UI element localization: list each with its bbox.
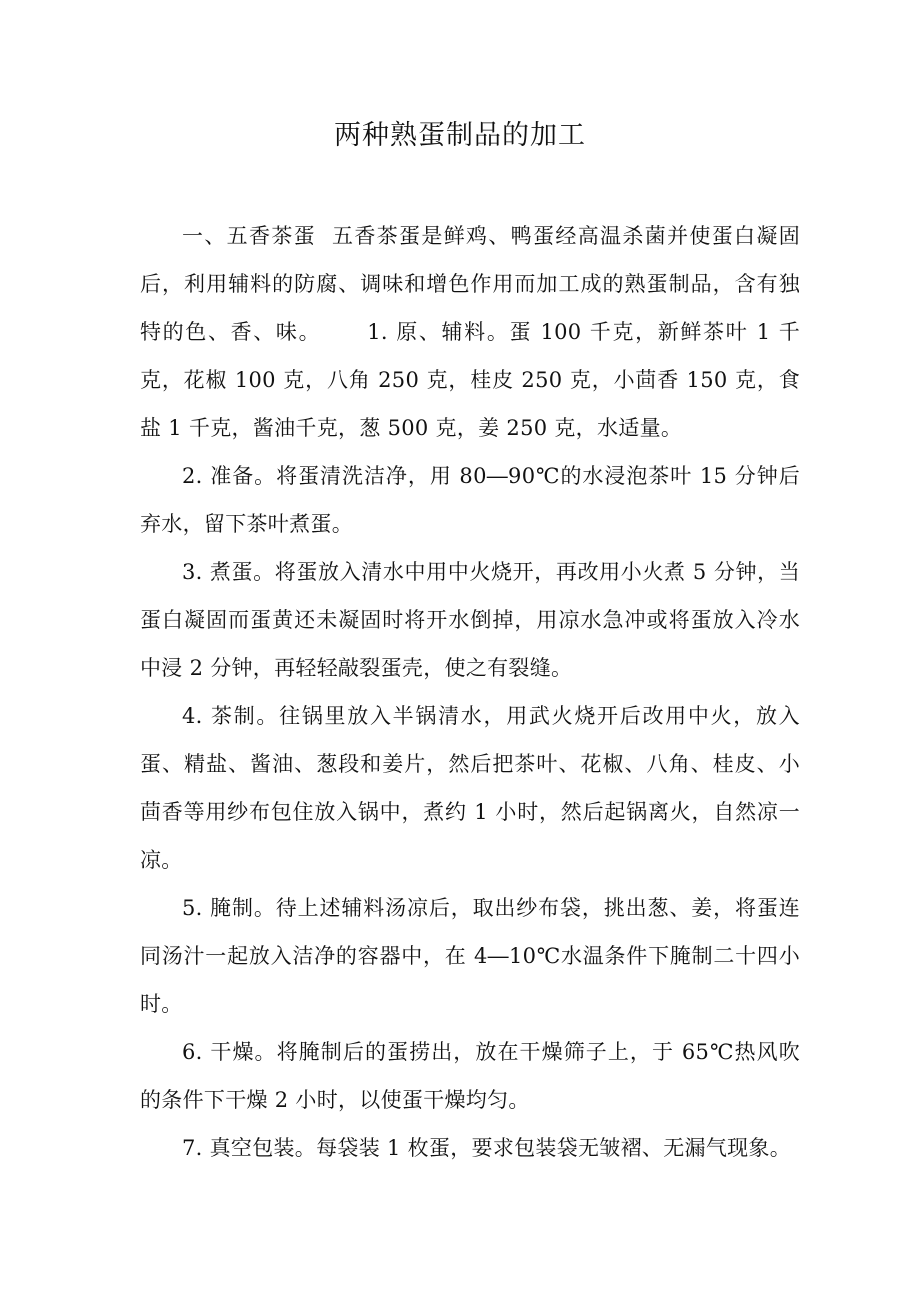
step-5: 5. 腌制。待上述辅料汤凉后，取出纱布袋，挑出葱、姜，将蛋连同汤汁一起放入洁净的容器中，在 4―10℃水温条件下腌制二十四小时。 — [140, 896, 800, 1016]
step-3: 3. 煮蛋。将蛋放入清水中用中火烧开，再改用小火煮 5 分钟，当蛋白凝固而蛋黄还未凝固时将开水倒掉，用凉水急冲或将蛋放入冷水中浸 2 分钟，再轻轻敲裂蛋壳，使之有裂缝。 — [140, 560, 800, 680]
section-description: 五香茶蛋是鲜鸡、鸭蛋经高温杀菌并使蛋白凝固后，利用辅料的防腐、调味和增色作用而加工成的熟蛋制品，含有独特的色、香、味。 — [140, 224, 800, 344]
step-4: 4. 茶制。往锅里放入半锅清水，用武火烧开后改用中火，放入蛋、精盐、酱油、葱段和姜片，然后把茶叶、花椒、八角、桂皮、小茴香等用纱布包住放入锅中，煮约 1 小时，然后起锅离火，自然凉一凉。 — [140, 704, 800, 872]
step-2: 2. 准备。将蛋清洗洁净，用 80―90℃的水浸泡茶叶 15 分钟后弃水，留下茶叶煮蛋。 — [140, 464, 800, 536]
document-title: 两种熟蛋制品的加工 — [334, 120, 586, 151]
intro-paragraph — [140, 212, 800, 452]
document-body — [140, 212, 800, 1172]
section-heading: 一、五香茶蛋 — [182, 224, 316, 248]
step-7: 7. 真空包装。每袋装 1 枚蛋，要求包装袋无皱褶、无漏气现象。 — [182, 1136, 792, 1160]
step-1: 1. 原、辅料。蛋 100 千克，新鲜茶叶 1 千克，花椒 100 克，八角 250 克，桂皮 250 克，小茴香 150 克，食盐 1 千克，酱油千克，葱 500 克，姜 250 克，水适量。 — [140, 320, 800, 440]
step-6: 6. 干燥。将腌制后的蛋捞出，放在干燥筛子上，于 65℃热风吹的条件下干燥 2 小时，以使蛋干燥均匀。 — [140, 1040, 800, 1112]
